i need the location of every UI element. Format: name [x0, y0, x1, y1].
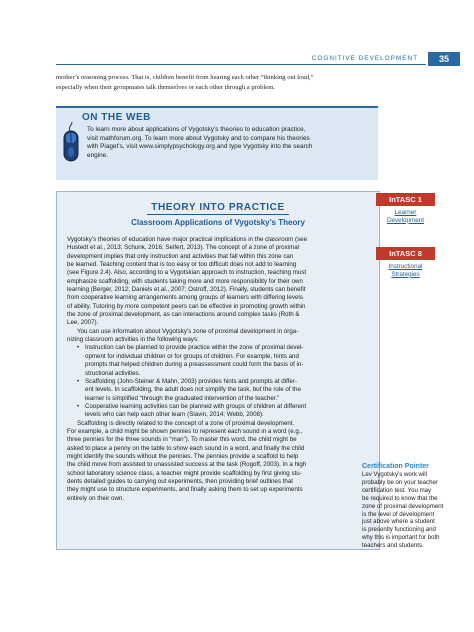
page-number: 35: [428, 52, 460, 66]
text-line: Lee, 2007).: [67, 319, 99, 327]
on-the-web-box: [56, 106, 378, 180]
theory-bullet-list: [67, 344, 369, 419]
text-line: development implies that only instruction and activities that fall within this zone can: [67, 252, 294, 260]
intro-line: mother’s reasoning process. That is, children benefit from hearing each other “thinking out loud,”: [56, 74, 314, 81]
intasc-badge-8: [376, 247, 435, 279]
link-line: Strategies: [391, 270, 420, 278]
text-line: structional activities.: [85, 369, 141, 377]
text-line: emphasize scaffolding, with students taking more and more responsibility for their own: [67, 277, 303, 285]
theory-paragraph-1: [67, 236, 369, 328]
computer-mouse-icon: [62, 122, 82, 166]
text-line: might identify the sounds without the pennies. The pennies provide a scaffold to help: [67, 452, 299, 460]
cert-line: is presently functioning and: [362, 526, 436, 534]
cert-line: just above where a student: [362, 518, 435, 526]
text-line: of ability. Tutoring by more competent peers can be effective in promoting growth within: [67, 302, 306, 310]
text-line: three pennies for the three sounds in “man”). To master this word, the child might be: [67, 436, 297, 444]
text-line: Instruction can be planned to provide practice within the zone of proximal devel-: [85, 344, 304, 352]
text-line: Cooperative learning activities can be planned with groups of children at different: [85, 402, 307, 410]
text-line: the child move from assisted to unassisted success at the task (Rogoff, 2003). In a high: [67, 461, 307, 469]
link-line: Instructional: [388, 263, 423, 270]
web-line: visit mathforum.org. To learn more about Vygotsky and to compare his theories: [87, 134, 310, 142]
cert-line: is the level of development: [362, 510, 435, 518]
intasc-label: InTASC 1: [376, 193, 435, 206]
cert-line: probably be on your teacher: [362, 478, 438, 486]
text-line: Scaffolding is directly related to the concept of a zone of proximal development.: [77, 419, 295, 427]
theory-paragraph-2: [67, 328, 369, 345]
text-line: asked to place a penny on the table to show each sound in a word, and finally the child: [67, 444, 305, 452]
cert-line: certification test. You may: [362, 486, 432, 494]
cert-line: teachers and students.: [362, 542, 424, 550]
theory-body: [67, 236, 369, 503]
certification-text: [362, 471, 462, 550]
text-line: the zone of proximal development, as can interactions around complex tasks (Roth &: [67, 311, 300, 319]
on-the-web-title: ON THE WEB: [82, 112, 151, 123]
intasc-link-instructional-strategies[interactable]: [376, 263, 435, 279]
text-line: they might use to structure experiments, and finally asking them to set up experiments: [67, 486, 303, 494]
text-line: For example, a child might be shown pennies to represent each sound in a word (e.g.,: [67, 427, 303, 435]
theory-paragraph-3: [67, 420, 369, 503]
section-title: COGNITIVE DEVELOPMENT: [311, 55, 418, 62]
page-header: [0, 52, 474, 68]
text-line: nizing classroom activities in the following ways:: [67, 336, 199, 344]
text-line: You can use information about Vygotsky’s zone of proximal development in orga-: [77, 327, 299, 335]
header-divider: [56, 64, 426, 65]
cert-line: be required to know that the: [362, 494, 438, 502]
text-line: Scaffolding (John-Steiner & Mahn, 2003) provides hints and prompts at differ-: [85, 377, 297, 385]
bullet-item: [77, 344, 369, 377]
text-line: opment for individual children or for groups of children. For example, hints and: [85, 352, 299, 360]
intasc-link-learner-development[interactable]: [376, 209, 435, 225]
link-line: Learner: [394, 209, 417, 216]
intasc-badge-1: [376, 193, 435, 225]
bullet-item: [77, 403, 369, 420]
certification-pointer: [362, 463, 462, 550]
theory-title: [57, 202, 379, 213]
text-line: levels who can help each other learn (Slavin, 2014; Webb, 2008).: [85, 411, 264, 419]
text-line: Hustedt et al., 2013; Schunk, 2016; Seifert, 2013). The concept of a zone of proximal: [67, 244, 300, 252]
bullet-item: [77, 378, 369, 403]
text-line: dents detailed guides to carrying out experiments, then providing brief outlines that: [67, 477, 293, 485]
text-line: Vygotsky’s theories of education have major practical implications in the classroom (see: [67, 236, 308, 243]
text-line: prompts that helped children during a preassessment could form the basis of in-: [85, 361, 304, 369]
cert-line: zone of proximal development: [362, 502, 444, 510]
text-line: school laboratory science class, a teacher might provide scaffolding by first giving stu-: [67, 469, 302, 477]
text-line: learner is simplified “through the graduated intervention of the teacher.”: [85, 394, 280, 402]
cert-line: Lev Vygotsky’s work will: [362, 471, 428, 478]
theory-subtitle: Classroom Applications of Vygotsky’s Theory: [131, 218, 305, 227]
certification-title: Certification Pointer: [362, 463, 429, 470]
text-line: learning (Berger, 2012; Daniels et al., 2007; Ostroff, 2012). Finally, students can benefit: [67, 286, 306, 294]
text-line: be learned. Teaching content that is too easy or too difficult does not add to learning: [67, 261, 297, 269]
theory-into-practice-box: [56, 191, 380, 550]
intasc-label: InTASC 8: [376, 247, 435, 260]
intro-line: especially when their groupmates talk themselves or each other through a problem.: [56, 83, 275, 91]
web-line: To learn more about applications of Vygotsky’s theories to education practice,: [87, 126, 306, 133]
text-line: entirely on their own.: [67, 494, 125, 502]
intro-paragraph: [56, 73, 386, 92]
link-line: Development: [386, 216, 425, 224]
theory-title-text: THEORY INTO PRACTICE: [147, 202, 289, 215]
cert-line: why this is important for both: [362, 534, 440, 542]
on-the-web-text: [87, 126, 367, 160]
web-line: with Piaget’s, visit www.simplypsychology.org and type Vygotsky into the search: [87, 143, 313, 151]
text-line: ent levels. In scaffolding, the adult does not simplify the task, but the role of the: [85, 386, 301, 394]
web-line: engine.: [87, 151, 108, 159]
text-line: (see Figure 2.4). Also, according to a Vygotskian approach to instruction, teaching must: [67, 269, 307, 277]
text-line: from cooperative learning arrangements among groups of learners with differing levels: [67, 294, 303, 302]
